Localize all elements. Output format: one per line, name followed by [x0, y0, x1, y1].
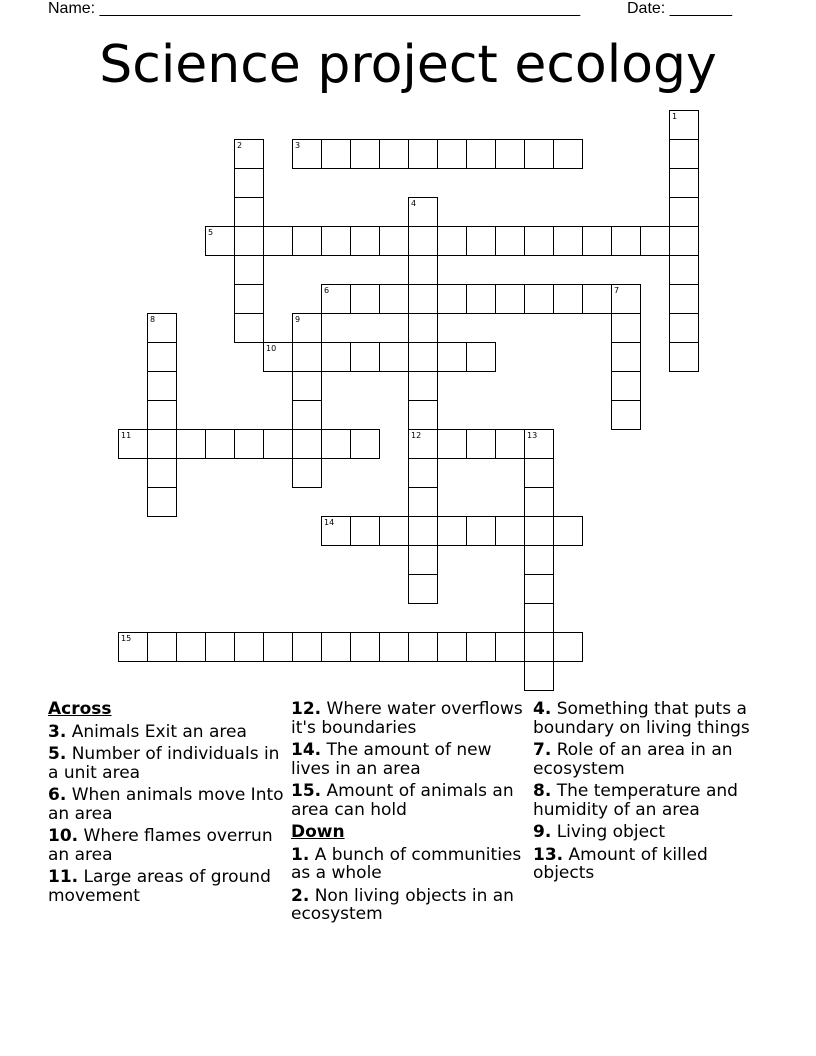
grid-cell[interactable]	[409, 140, 438, 169]
grid-cell[interactable]	[264, 227, 293, 256]
grid-cell[interactable]	[409, 314, 438, 343]
clue-column-2	[291, 700, 527, 928]
cell-number: 10	[266, 344, 277, 353]
clue-text: Amount of animals an area can hold	[291, 781, 514, 820]
grid-cell[interactable]	[554, 285, 583, 314]
cell-number: 15	[121, 634, 132, 643]
clue-column-3	[533, 700, 773, 887]
grid-cell[interactable]	[670, 256, 699, 285]
clue-text: Something that puts a boundary on living things	[533, 699, 750, 738]
grid-cell[interactable]	[525, 140, 554, 169]
grid-cell[interactable]	[670, 285, 699, 314]
across-clue-11	[48, 868, 284, 905]
grid-cell[interactable]	[235, 227, 264, 256]
clue-number: 13.	[533, 844, 564, 865]
clue-number: 3.	[48, 721, 67, 742]
clue-text: Animals Exit an area	[71, 721, 247, 742]
grid-cell[interactable]	[467, 285, 496, 314]
grid-cell[interactable]	[322, 430, 351, 459]
grid-cell[interactable]	[409, 343, 438, 372]
clue-number: 14.	[291, 740, 322, 760]
clue-number: 9.	[533, 822, 552, 842]
grid-cell[interactable]	[467, 430, 496, 459]
grid-cell[interactable]	[409, 372, 438, 401]
grid-cell[interactable]	[409, 546, 438, 575]
grid-cell[interactable]	[148, 488, 177, 517]
cell-number: 13	[527, 431, 538, 440]
cell-number: 8	[150, 315, 156, 324]
grid-cell[interactable]	[148, 633, 177, 662]
grid-cell[interactable]	[409, 459, 438, 488]
grid-cell[interactable]	[409, 256, 438, 285]
grid-cell[interactable]	[264, 430, 293, 459]
clue-number: 11.	[48, 867, 79, 887]
grid-cell[interactable]	[670, 140, 699, 169]
grid-cell[interactable]	[525, 633, 554, 662]
clue-number: 8.	[533, 781, 552, 801]
grid-cell[interactable]	[670, 343, 699, 372]
grid-cell[interactable]	[235, 198, 264, 227]
grid-cell[interactable]	[235, 169, 264, 198]
grid-cell[interactable]	[496, 430, 525, 459]
grid-cell[interactable]	[380, 633, 409, 662]
grid-cell[interactable]	[351, 517, 380, 546]
grid-cell[interactable]	[525, 604, 554, 633]
grid-cell[interactable]	[438, 285, 467, 314]
grid-cell[interactable]	[409, 401, 438, 430]
grid-cell[interactable]	[467, 343, 496, 372]
clue-text: The amount of new lives in an area	[291, 740, 492, 779]
clue-text: Role of an area in an ecosystem	[533, 740, 733, 779]
grid-cell[interactable]	[409, 227, 438, 256]
grid-cell[interactable]	[438, 517, 467, 546]
page-title: Science project ecology	[99, 35, 717, 95]
across-clue-5	[48, 745, 284, 782]
grid-cell[interactable]	[235, 285, 264, 314]
grid-cell[interactable]	[148, 343, 177, 372]
grid-cell[interactable]	[235, 430, 264, 459]
grid-cell[interactable]	[351, 285, 380, 314]
across-clue-15	[291, 782, 527, 819]
grid-cell[interactable]	[612, 343, 641, 372]
clue-text: The temperature and humidity of an area	[533, 781, 738, 820]
grid-cell[interactable]	[525, 488, 554, 517]
grid-cell[interactable]	[525, 662, 554, 691]
across-clue-6	[48, 786, 284, 823]
grid-cell[interactable]	[554, 227, 583, 256]
grid-cell[interactable]	[670, 314, 699, 343]
across-clue-3	[48, 723, 284, 742]
clue-number: 12.	[291, 699, 322, 719]
grid-cell[interactable]	[670, 198, 699, 227]
grid-cell[interactable]	[438, 140, 467, 169]
cell-number: 4	[411, 199, 417, 208]
grid-cell[interactable]	[554, 517, 583, 546]
grid-cell[interactable]	[293, 372, 322, 401]
down-clue-13	[533, 846, 773, 883]
grid-cell[interactable]	[206, 633, 235, 662]
grid-cell[interactable]	[467, 517, 496, 546]
grid-cell[interactable]	[670, 227, 699, 256]
clue-text: Non living objects in an ecosystem	[291, 885, 514, 924]
down-clue-9	[533, 823, 773, 842]
clue-number: 15.	[291, 781, 322, 801]
cell-number: 6	[324, 286, 330, 295]
grid-cell[interactable]	[612, 372, 641, 401]
grid-cell[interactable]	[380, 227, 409, 256]
grid-cell[interactable]	[409, 285, 438, 314]
grid-cell[interactable]	[525, 546, 554, 575]
grid-cell[interactable]	[351, 343, 380, 372]
grid-cell[interactable]	[409, 575, 438, 604]
clue-number: 6.	[48, 785, 67, 805]
grid-cell[interactable]	[322, 343, 351, 372]
across-clue-10	[48, 827, 284, 864]
clue-number: 1.	[291, 844, 310, 865]
clue-text: Where water overflows it's boundaries	[291, 699, 523, 738]
grid-cell[interactable]	[525, 575, 554, 604]
grid-cell[interactable]	[467, 227, 496, 256]
grid-cell[interactable]	[148, 459, 177, 488]
grid-cell[interactable]	[496, 517, 525, 546]
grid-cell[interactable]	[206, 430, 235, 459]
cell-number: 11	[121, 431, 132, 440]
grid-cell[interactable]	[467, 140, 496, 169]
clue-text: Living object	[556, 822, 666, 842]
grid-cell[interactable]	[351, 633, 380, 662]
grid-cell[interactable]	[525, 459, 554, 488]
grid-cell[interactable]	[467, 633, 496, 662]
down-clue-7	[533, 741, 773, 778]
grid-cell[interactable]	[235, 314, 264, 343]
grid-cell[interactable]	[351, 430, 380, 459]
grid-cell[interactable]	[612, 227, 641, 256]
grid-cell[interactable]	[409, 488, 438, 517]
grid-cell[interactable]	[148, 430, 177, 459]
grid-cell[interactable]	[380, 517, 409, 546]
clue-text: When animals move Into an area	[48, 785, 284, 824]
grid-cell[interactable]	[554, 633, 583, 662]
clue-number: 10.	[48, 826, 79, 846]
cell-number: 12	[411, 431, 422, 440]
grid-cell[interactable]	[554, 140, 583, 169]
grid-cell[interactable]	[438, 633, 467, 662]
grid-cell[interactable]	[496, 140, 525, 169]
grid-cell[interactable]	[293, 633, 322, 662]
grid-cell[interactable]	[438, 343, 467, 372]
down-clue-8	[533, 782, 773, 819]
cell-number: 9	[295, 315, 301, 324]
grid-cell[interactable]	[438, 430, 467, 459]
grid-cell[interactable]	[264, 633, 293, 662]
grid-cell[interactable]	[496, 227, 525, 256]
clue-number: 7.	[533, 740, 552, 760]
grid-cell[interactable]	[177, 633, 206, 662]
clue-text: Number of individuals in a unit area	[48, 744, 280, 783]
across-clue-12	[291, 700, 527, 737]
across-clue-14	[291, 741, 527, 778]
clue-text: Where flames overrun an area	[48, 826, 273, 865]
grid-cell[interactable]	[322, 227, 351, 256]
grid-cell[interactable]	[293, 430, 322, 459]
clue-number: 2.	[291, 885, 310, 906]
cell-number: 2	[237, 141, 243, 150]
clue-text: Large areas of ground movement	[48, 867, 271, 906]
grid-cell[interactable]	[148, 372, 177, 401]
clue-number: 5.	[48, 744, 67, 764]
grid-cell[interactable]	[148, 401, 177, 430]
grid-cell[interactable]	[670, 169, 699, 198]
down-heading: Down	[291, 822, 345, 842]
grid-cell[interactable]	[496, 633, 525, 662]
grid-cell[interactable]	[293, 343, 322, 372]
cell-number: 1	[672, 112, 678, 121]
grid-cell[interactable]	[525, 227, 554, 256]
grid-cell[interactable]	[438, 227, 467, 256]
clue-text: A bunch of communities as a whole	[291, 844, 522, 883]
grid-cell[interactable]	[177, 430, 206, 459]
cell-number: 5	[208, 228, 214, 237]
clue-column-1	[48, 700, 284, 909]
down-clue-4	[533, 700, 773, 737]
cell-number: 3	[295, 141, 301, 150]
grid-cell[interactable]	[583, 285, 612, 314]
grid-cell[interactable]	[641, 227, 670, 256]
grid-cell[interactable]	[293, 401, 322, 430]
grid-cell[interactable]	[380, 343, 409, 372]
grid-cell[interactable]	[235, 633, 264, 662]
grid-cell[interactable]	[612, 314, 641, 343]
clue-number: 4.	[533, 699, 552, 719]
grid-cell[interactable]	[351, 227, 380, 256]
grid-cell[interactable]	[235, 256, 264, 285]
grid-cell[interactable]	[380, 140, 409, 169]
grid-cell[interactable]	[409, 517, 438, 546]
grid-cell[interactable]	[322, 140, 351, 169]
cell-number: 7	[614, 286, 620, 295]
grid-cell[interactable]	[612, 401, 641, 430]
grid-cell[interactable]	[322, 633, 351, 662]
grid-cell[interactable]	[351, 140, 380, 169]
grid-cell[interactable]	[496, 285, 525, 314]
name-field-label: Name: ______________________________________________________	[48, 0, 581, 17]
grid-cell[interactable]	[583, 227, 612, 256]
down-clue-1	[291, 846, 527, 883]
grid-cell[interactable]	[293, 459, 322, 488]
grid-cell[interactable]	[409, 633, 438, 662]
clue-text: Amount of killed objects	[533, 844, 708, 883]
grid-cell[interactable]	[525, 517, 554, 546]
grid-cell[interactable]	[380, 285, 409, 314]
grid-cell[interactable]	[525, 285, 554, 314]
grid-cell[interactable]	[293, 227, 322, 256]
across-heading: Across	[48, 699, 112, 719]
date-field-label: Date: _______	[627, 0, 732, 17]
down-clue-2	[291, 887, 527, 924]
cell-number: 14	[324, 518, 335, 527]
